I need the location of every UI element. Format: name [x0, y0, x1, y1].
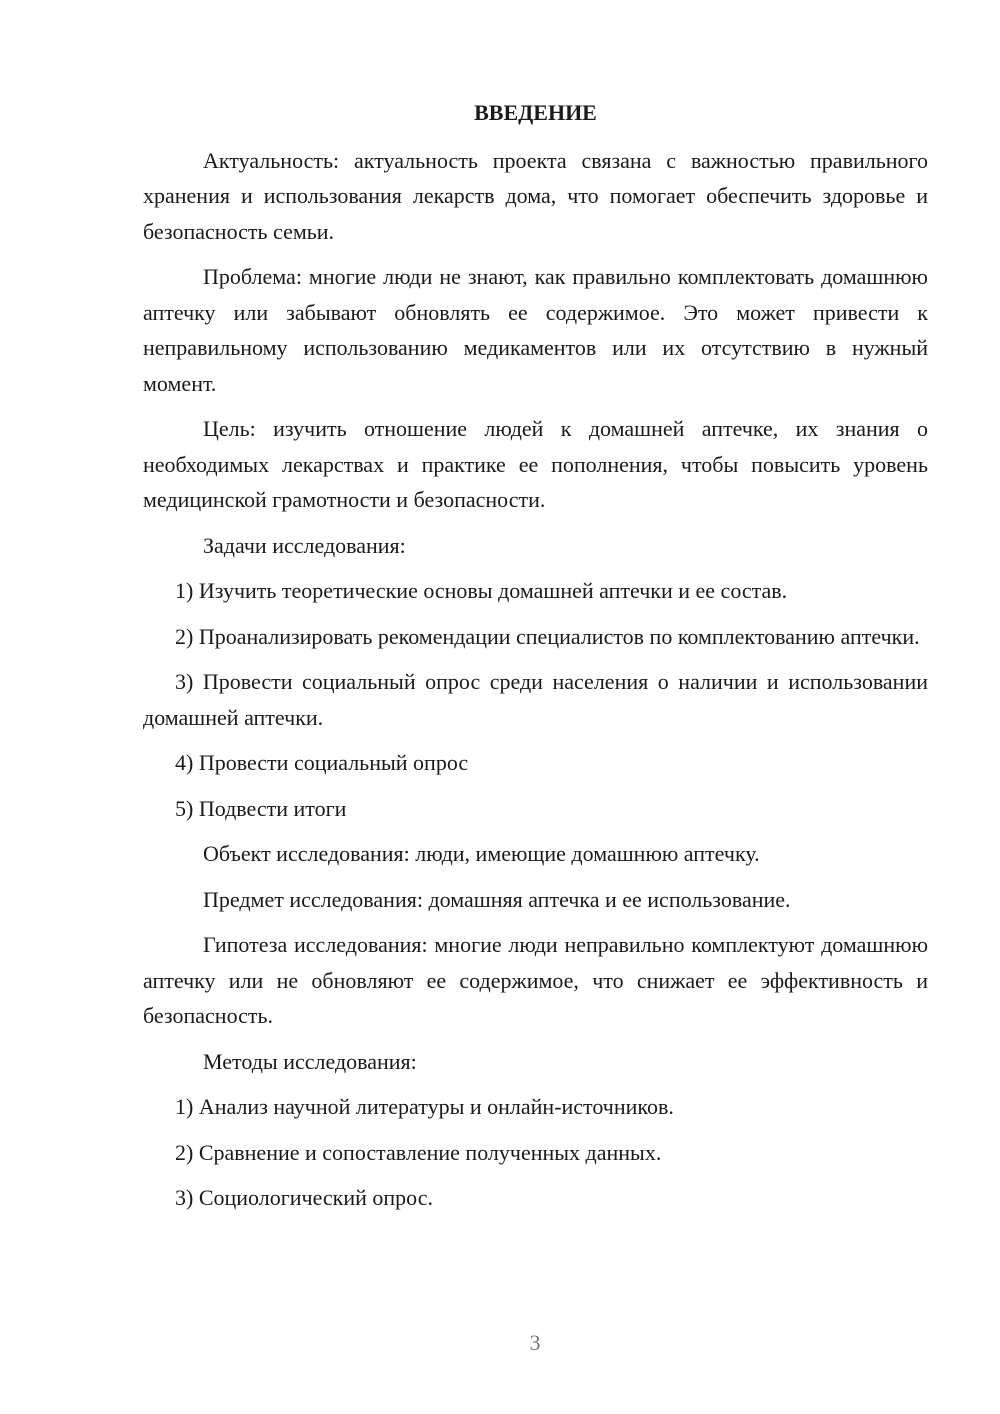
- problem-paragraph: Проблема: многие люди не знают, как правильно комплектовать домашнюю аптечку или забывают обновлять ее содержимое. Это может привести к неправильному использованию медикаментов или их отсутствию в нужный момент.: [143, 264, 928, 396]
- method-item-1: 1) Анализ научной литературы и онлайн-источников.: [175, 1094, 674, 1119]
- goal-paragraph: Цель: изучить отношение людей к домашней аптечке, их знания о необходимых лекарствах и практике ее пополнения, чтобы повысить уровень медицинской грамотности и безопасности.: [143, 416, 928, 512]
- method-item-2: 2) Сравнение и сопоставление полученных данных.: [175, 1139, 662, 1165]
- hypothesis-paragraph: Гипотеза исследования: многие люди неправильно комплектуют домашнюю аптечку или не обновляют ее содержимое, что снижает ее эффективность и безопасность.: [143, 932, 928, 1028]
- method-item-3: 3) Социологический опрос.: [175, 1185, 433, 1210]
- task-item-3: 3) Провести социальный опрос среди населения о наличии и использовании домашней аптечки.: [143, 669, 928, 730]
- object-paragraph: Объект исследования: люди, имеющие домашнюю аптечку.: [203, 841, 760, 866]
- task-item-5: 5) Подвести итоги: [175, 795, 347, 821]
- task-item-2: 2) Проанализировать рекомендации специалистов по комплектованию аптечки.: [175, 623, 920, 649]
- methods-label: Методы исследования:: [203, 1048, 417, 1074]
- task-item-1: 1) Изучить теоретические основы домашней аптечки и ее состав.: [175, 578, 788, 603]
- page-number: 3: [529, 1330, 541, 1355]
- subject-paragraph: Предмет исследования: домашняя аптечка и ее использование.: [203, 886, 791, 912]
- task-item-4: 4) Провести социальный опрос: [175, 750, 469, 775]
- page-content: [143, 95, 928, 1226]
- tasks-label: Задачи исследования:: [203, 532, 406, 558]
- relevance-paragraph: Актуальность: актуальность проекта связана с важностью правильного хранения и использования лекарств дома, что помогает обеспечить здоровье и безопасность семьи.: [143, 147, 928, 244]
- page-title: ВВЕДЕНИЕ: [474, 100, 597, 125]
